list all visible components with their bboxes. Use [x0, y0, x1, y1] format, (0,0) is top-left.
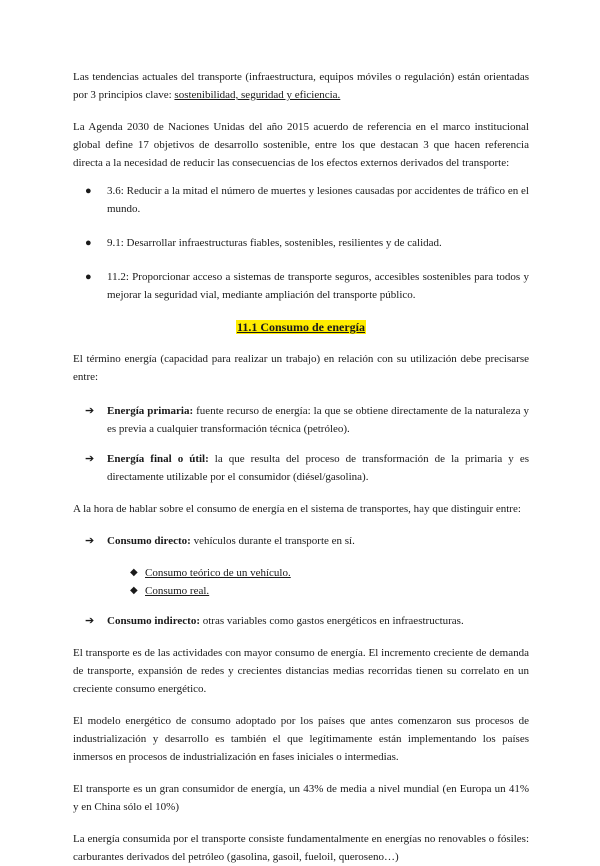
- goal-item: ● 9.1: Desarrollar infraestructuras fiables, sostenibles, resilientes y de calidad.: [73, 234, 529, 252]
- arrow-icon: ➔: [85, 615, 95, 627]
- definition-paragraph: El término energía (capacidad para realizar un trabajo) en relación con su utilización debe precisarse entre:: [73, 353, 529, 383]
- goal-item: ● 11.2: Proporcionar acceso a sistemas de transporte seguros, accesibles sostenibles para todos y mejorar la seguridad vial, mediante ampliación del transporte público.: [73, 268, 529, 304]
- indirect-consumption-item: ➔ Consumo indirecto: otras variables como gastos energéticos en infraestructuras.: [73, 612, 529, 630]
- arrow-icon: ➔: [85, 405, 95, 417]
- bullet-icon: ●: [85, 185, 92, 197]
- goals-list: [73, 182, 529, 304]
- section-heading: 11.1 Consumo de energía: [236, 320, 365, 334]
- goal-item: ● 3.6: Reducir a la mitad el número de muertes y lesiones causadas por accidentes de tráfico en el mundo.: [73, 182, 529, 218]
- arrow-icon: ➔: [85, 453, 95, 465]
- energy-final-item: ➔ Energía final o útil: la que resulta del proceso de transformación de la primaria y es directamente utilizable por el consumidor (diésel/gasolina).: [73, 450, 529, 486]
- body-paragraph: La energía consumida por el transporte consiste fundamentalmente en energías no renovables o fósiles: carburantes derivados del petróleo (gasolina, gasoil, fueloil, queroseno…): [73, 833, 529, 863]
- energy-primary-item: ➔ Energía primaria: fuente recurso de energía: la que se obtiene directamente de la naturaleza y es previa a cualquier transformación técnica (petróleo).: [73, 402, 529, 438]
- body-paragraph: El transporte es de las actividades con mayor consumo de energía. El incremento creciente de demanda de transporte, expansión de redes y crecientes distancias medias recorridas tienen su correlato en un creciente consumo energético.: [73, 647, 529, 695]
- diamond-icon: ◆: [130, 585, 138, 596]
- intro-paragraph: [73, 68, 529, 104]
- document-page: [73, 68, 529, 866]
- bullet-icon: ●: [85, 271, 92, 283]
- diamond-icon: ◆: [130, 567, 138, 578]
- arrow-icon: ➔: [85, 535, 95, 547]
- direct-sub-item: ◆ Consumo teórico de un vehículo.: [73, 564, 529, 582]
- direct-consumption-item: ➔ Consumo directo: vehículos durante el transporte en sí.: [73, 532, 529, 550]
- distinction-paragraph: A la hora de hablar sobre el consumo de energía en el sistema de transportes, hay que distinguir entre:: [73, 503, 521, 515]
- intro-text: Las tendencias actuales del transporte (infraestructura, equipos móviles o regulación) están orientadas por 3 principios clave:: [73, 71, 529, 101]
- bullet-icon: ●: [85, 237, 92, 249]
- body-paragraph: El modelo energético de consumo adoptado por los países que antes comenzaron sus procesos de industrialización y desarrollo es también el que legítimamente están implementando los países inmersos en procesos de industrialización en fases iniciales o intermedias.: [73, 715, 529, 763]
- intro-highlight: sostenibilidad, seguridad y eficiencia.: [174, 89, 341, 101]
- body-paragraph: El transporte es un gran consumidor de energía, un 43% de media a nivel mundial (en Europa un 41% y en China sólo el 10%): [73, 783, 529, 813]
- direct-sub-item: ◆ Consumo real.: [73, 582, 529, 600]
- agenda-paragraph: La Agenda 2030 de Naciones Unidas del año 2015 acuerdo de referencia en el marco institucional global define 17 objetivos de desarrollo sostenible, entre los que destacan 3 que hacen referencia directa a la necesidad de reducir las consecuencias de los efectos externos derivados del transporte:: [73, 121, 529, 169]
